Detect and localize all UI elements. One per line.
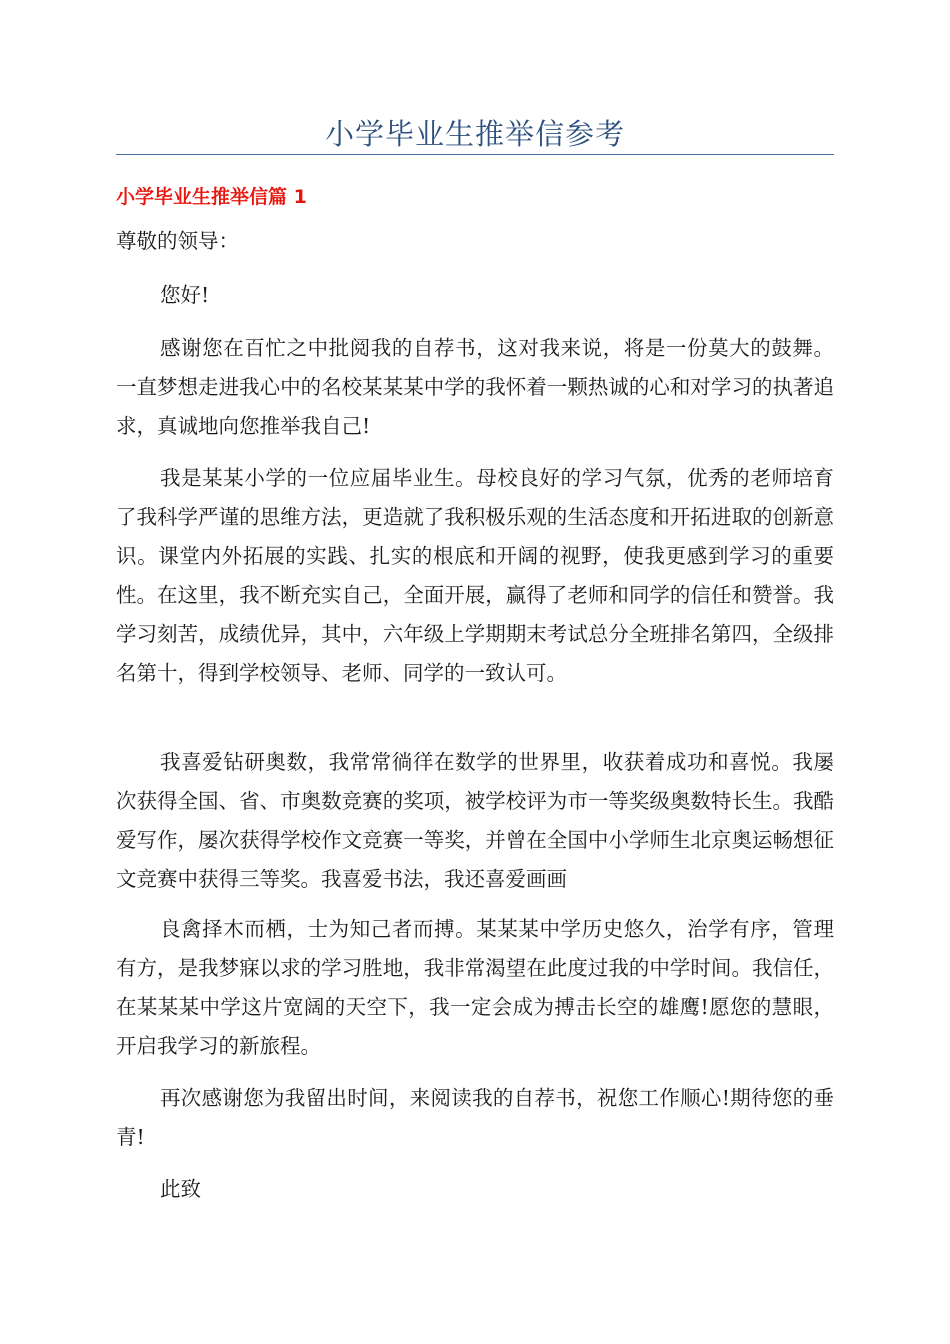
paragraph-thanks: 感谢您在百忙之中批阅我的自荐书，这对我来说，将是一份莫大的鼓舞。一直梦想走进我心中的名校某某某中学的我怀着一颗热诚的心和对学习的执著追求，真诚地向您推举我自己!: [116, 336, 834, 438]
section-heading: 小学毕业生推举信篇 1: [116, 186, 307, 208]
paragraph-achievements: 我喜爱钻研奥数，我常常徜徉在数学的世界里，收获着成功和喜悦。我屡次获得全国、省、市奥数竞赛的奖项，被学校评为市一等奖级奥数特长生。我酷爱写作，屡次获得学校作文竞赛一等奖，并曾在全国中小学师生北京奥运畅想征文竞赛中获得三等奖。我喜爱书法，我还喜爱画画: [116, 750, 834, 891]
salutation: 尊敬的领导：: [116, 229, 239, 253]
paragraph-aspiration: 良禽择木而栖，士为知己者而搏。某某某中学历史悠久，治学有序，管理有方，是我梦寐以求的学习胜地，我非常渴望在此度过我的中学时间。我信任，在某某某中学这片宽阔的天空下，我一定会成为搏击长空的雄鹰!愿您的慧眼，开启我学习的新旅程。: [116, 917, 834, 1058]
paragraph-greeting: 您好!: [160, 283, 210, 307]
paragraph-sign-off: 此致: [160, 1177, 201, 1201]
title-divider: [116, 154, 834, 155]
paragraph-closing-thanks: 再次感谢您为我留出时间，来阅读我的自荐书，祝您工作顺心!期待您的垂青!: [116, 1086, 834, 1149]
document-title: 小学毕业生推举信参考: [324, 117, 625, 151]
paragraph-background: 我是某某小学的一位应届毕业生。母校良好的学习气氛，优秀的老师培育了我科学严谨的思维方法，更造就了我积极乐观的生活态度和开拓进取的创新意识。课堂内外拓展的实践、扎实的根底和开阔的视野，使我更感到学习的重要性。在这里，我不断充实自己，全面开展，赢得了老师和同学的信任和赞誉。我学习刻苦，成绩优异，其中，六年级上学期期末考试总分全班排名第四，全级排名第十，得到学校领导、老师、同学的一致认可。: [116, 466, 834, 685]
